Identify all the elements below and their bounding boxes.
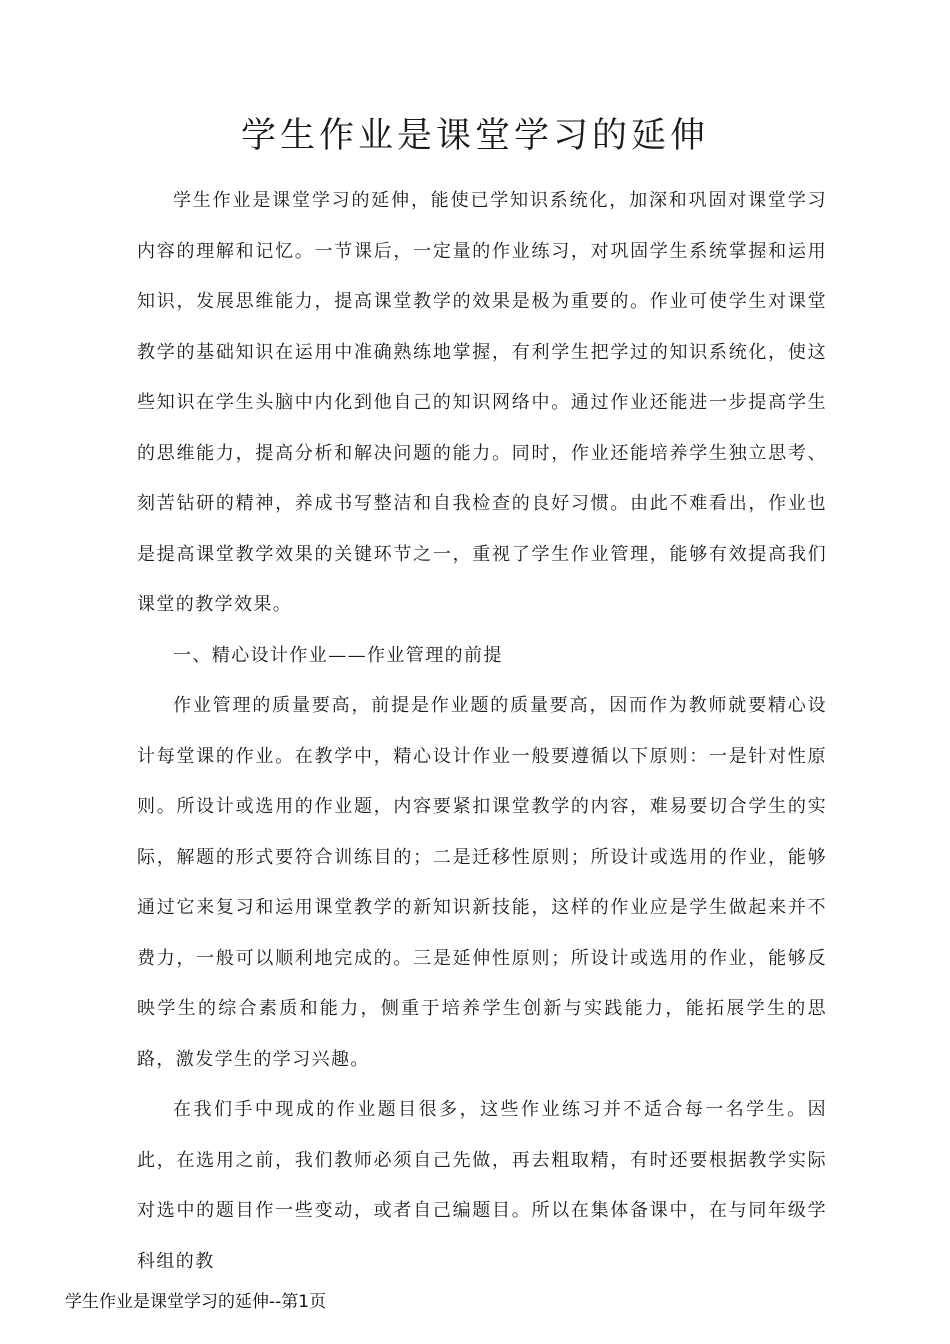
document-body — [137, 176, 827, 1287]
page-footer: 学生作业是课堂学习的延伸--第1页 — [65, 1292, 327, 1312]
paragraph-design-principles: 作业管理的质量要高，前提是作业题的质量要高，因而作为教师就要精心设计每堂课的作业。在教学中，精心设计作业一般要遵循以下原则：一是针对性原则。所设计或选用的作业题，内容要紧扣课堂教学的内容，难易要切合学生的实际，解题的形式要符合训练目的；二是迁移性原则；所设计或选用的作业，能够通过它来复习和运用课堂教学的新知识新技能，这样的作业应是学生做起来并不费力，一般可以顺利地完成的。三是延伸性原则；所设计或选用的作业，能够反映学生的综合素质和能力，侧重于培养学生创新与实践能力，能拓展学生的思路，激发学生的学习兴趣。 — [137, 695, 827, 1070]
paragraph-selection: 在我们手中现成的作业题目很多，这些作业练习并不适合每一名学生。因此，在选用之前，我们教师必须自己先做，再去粗取精，有时还要根据教学实际对选中的题目作一些变动，或者自己编题目。所以在集体备课中，在与同年级学科组的教 — [137, 1099, 827, 1272]
section-heading: 一、精心设计作业——作业管理的前提 — [173, 644, 503, 666]
document-title: 学生作业是课堂学习的延伸 — [240, 116, 709, 156]
paragraph-intro: 学生作业是课堂学习的延伸，能使已学知识系统化，加深和巩固对课堂学习内容的理解和记忆。一节课后，一定量的作业练习，对巩固学生系统掌握和运用知识，发展思维能力，提高课堂教学的效果是极为重要的。作业可使学生对课堂教学的基础知识在运用中准确熟练地掌握，有利学生把学过的知识系统化，使这些知识在学生头脑中内化到他自己的知识网络中。通过作业还能进一步提高学生的思维能力，提高分析和解决问题的能力。同时，作业还能培养学生独立思考、刻苦钻研的精神，养成书写整洁和自我检查的良好习惯。由此不难看出，作业也是提高课堂教学效果的关键环节之一，重视了学生作业管理，能够有效提高我们课堂的教学效果。 — [137, 190, 827, 615]
